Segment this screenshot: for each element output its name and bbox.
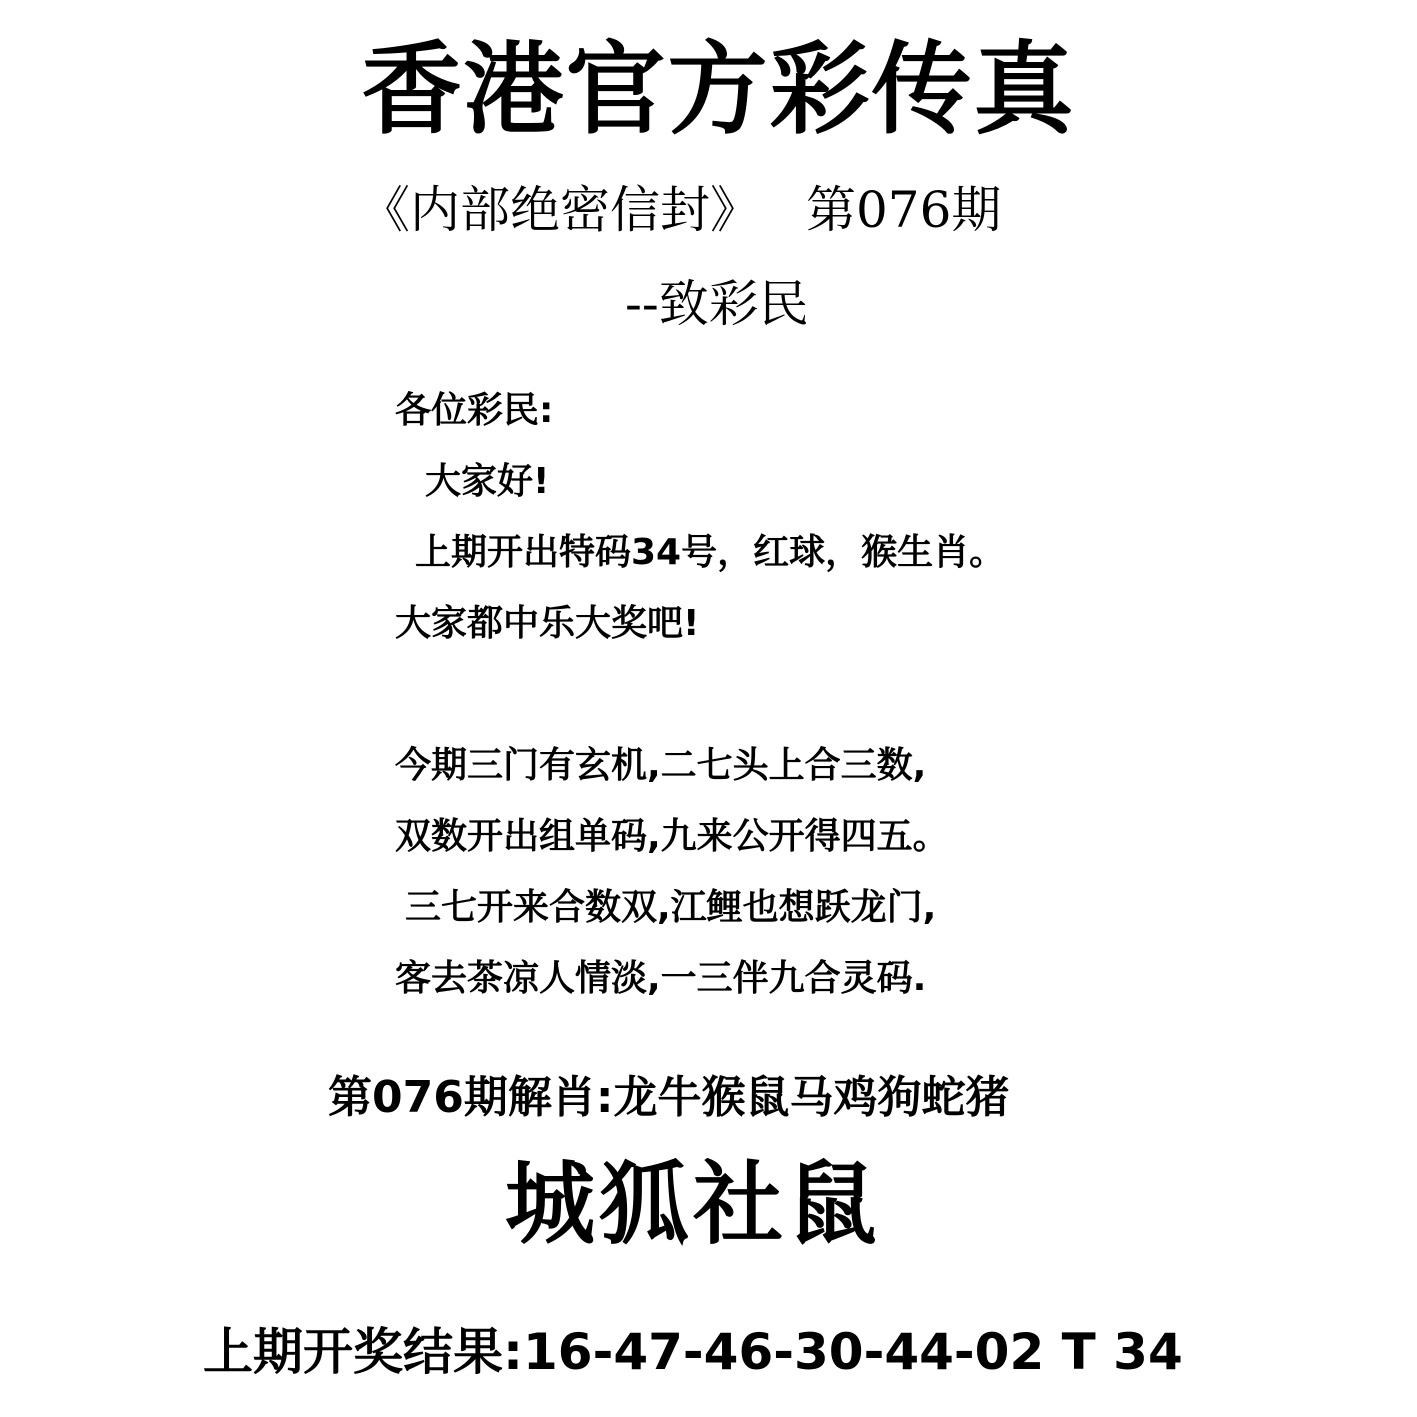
poem-line: 三七开来合数双,江鲤也想跃龙门,: [405, 887, 937, 928]
poem-line: 客去茶凉人情淡,一三伴九合灵码.: [395, 958, 927, 999]
issue-number: 第076期: [806, 181, 1002, 239]
zodiac-interpretation: 第076期解肖:龙牛猴鼠马鸡狗蛇猪: [328, 1072, 1010, 1123]
envelope-title: 《内部绝密信封》: [360, 181, 760, 239]
wish-line: 大家都中乐大奖吧!: [395, 603, 700, 644]
spacer: [395, 659, 1005, 730]
letter-body: [395, 375, 1005, 1014]
last-draw-result: 上期开奖结果:16-47-46-30-44-02 T 34: [203, 1323, 1183, 1381]
salutation: 各位彩民:: [395, 390, 554, 431]
poem-line: 今期三门有玄机,二七头上合三数,: [395, 745, 927, 786]
subtitle-line: [360, 178, 1001, 242]
last-draw-note: 上期开出特码34号，红球，猴生肖。: [415, 532, 1006, 573]
greeting: 大家好!: [425, 461, 550, 502]
page-title: 香港官方彩传真: [361, 31, 1076, 148]
poem-line: 双数开出组单码,九来公开得四五。: [395, 816, 949, 857]
dedication: --致彩民: [625, 275, 809, 333]
riddle-answer: 城狐社鼠: [505, 1152, 881, 1257]
